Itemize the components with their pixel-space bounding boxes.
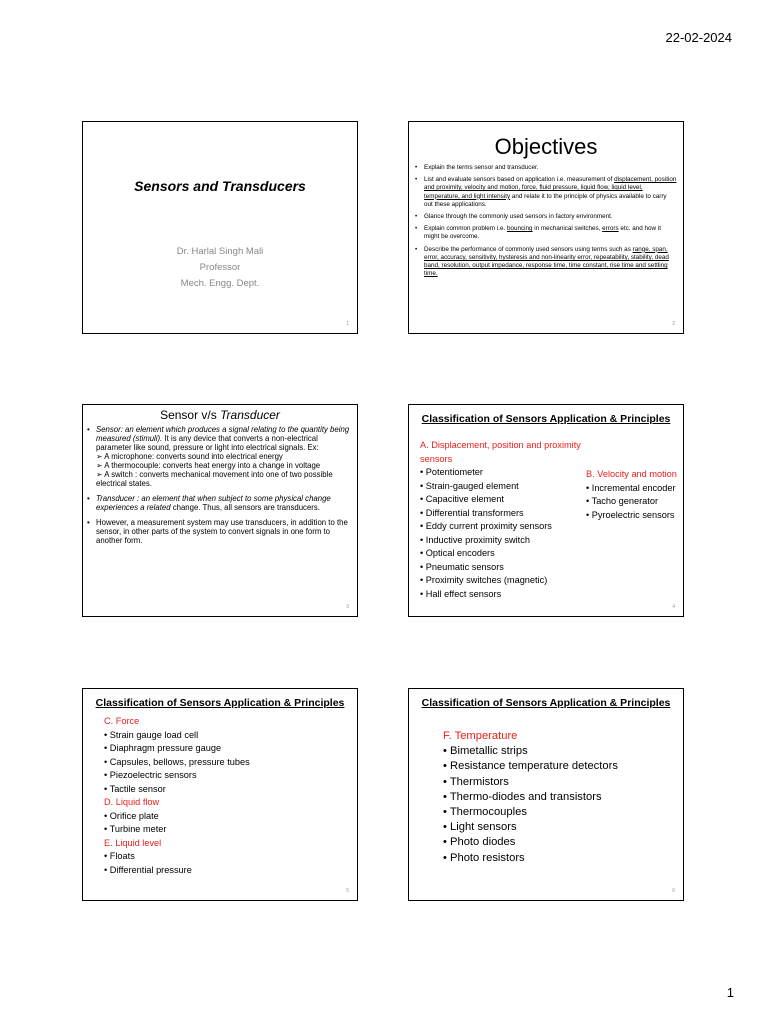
slide-1 (82, 121, 358, 334)
list-item: • Tacho generator (586, 496, 659, 506)
list-item: • Capsules, bellows, pressure tubes (104, 756, 250, 767)
group-e-heading: E. Liquid level (104, 837, 162, 848)
group-f (443, 729, 618, 866)
list-item: • Eddy current proximity sensors (420, 521, 552, 531)
slide-6 (408, 688, 684, 901)
slide-number: 1 (346, 321, 349, 327)
sensor-definition-text: It is any device that converts a non-electrical parameter like sound, pressure or light into electrical signals. Ex: (96, 434, 319, 452)
slide-number: 6 (672, 888, 675, 894)
objective-text: in mechanical switches, (532, 225, 603, 233)
title-plain: Sensor v/s (160, 408, 221, 422)
list-item: • Strain-gauged element (420, 480, 519, 491)
list-item: • Incremental encoder (586, 482, 676, 493)
list-item: • Inductive proximity switch (420, 534, 530, 545)
objective-underlined-text: displacement, position and proximity, velocity and motion, force, fluid pressure, liquid flow, liquid level, temperature, and light intensity (424, 176, 677, 200)
list-item: • Pyroelectric sensors (586, 509, 675, 520)
slide-2-title: Objectives (494, 134, 598, 159)
objective-item (415, 176, 677, 209)
slide-4-title: Classification of Sensors Application & Principles (421, 413, 671, 425)
group-c-heading: C. Force (104, 716, 140, 726)
slide-4 (408, 404, 684, 617)
slide-1-title: Sensors and Transducers (134, 178, 306, 194)
list-item: • Floats (104, 851, 135, 861)
list-item: • Diaphragm pressure gauge (104, 743, 222, 753)
slide-number: 4 (672, 604, 675, 610)
objective-item (415, 225, 677, 241)
objective-text: and relate it to the principle of physics available to carry out these applications. (424, 192, 667, 208)
slide-number: 2 (672, 321, 675, 327)
slide-number: 5 (346, 888, 349, 894)
slide-6-title: Classification of Sensors Application & Principles (421, 697, 671, 709)
list-item: • Resistance temperature detectors (443, 760, 618, 773)
objective-text: Explain common problem i.e. (424, 225, 507, 233)
list-item: • Pneumatic sensors (420, 561, 504, 572)
sensor-definition (87, 425, 351, 452)
list-item: • Photo diodes (443, 836, 516, 849)
objective-item (415, 246, 677, 279)
list-item: • Proximity switches (magnetic) (420, 575, 548, 585)
list-item: • Light sensors (443, 821, 517, 834)
slide-3-title (83, 408, 357, 422)
group-f-heading: F. Temperature (443, 730, 518, 742)
objective-underlined-text: errors (602, 225, 619, 233)
group-b (586, 468, 684, 522)
slide-5-title: Classification of Sensors Application & Principles (95, 697, 345, 709)
list-item: • Turbine meter (104, 824, 167, 834)
example-item: ➢ A microphone: converts sound into electrical energy (96, 452, 283, 461)
list-item: • Bimetallic strips (443, 745, 528, 758)
list-item: • Hall effect sensors (420, 588, 502, 599)
list-item: • Optical encoders (420, 548, 495, 558)
objective-item: • Explain the terms sensor and transducer. (415, 164, 677, 172)
list-item: • Capacitive element (420, 494, 504, 504)
example-item: ➢ A thermocouple: converts heat energy into a change in voltage (96, 461, 321, 470)
list-item: • Differential transformers (420, 507, 524, 518)
list-item: • Piezoelectric sensors (104, 770, 197, 780)
list-item: • Thermistors (443, 775, 509, 788)
objective-item: • Glance through the commonly used sensors in factory environment. (415, 213, 677, 221)
slide-5 (82, 688, 358, 901)
objective-text: Describe the performance of commonly used sensors using terms such as (424, 245, 633, 253)
slide-2 (408, 121, 684, 334)
objective-underlined-text: range, span, error, accuracy, sensitivity, hysteresis and non-linearity error, repeatability, stability, dead band, resolution, output impedance, response time, time constant, rise time and settling time. (424, 245, 669, 278)
objectives-list (415, 164, 677, 282)
list-item: • Tactile sensor (104, 783, 166, 794)
author-name: Dr. Harlal Singh Mali (176, 246, 264, 257)
example-item: ➢ A switch : converts mechanical movement into one of two possible electrical states. (96, 470, 333, 488)
author-position: Professor (199, 262, 241, 273)
group-b-heading: B. Velocity and motion (586, 469, 677, 479)
group-d-heading: D. Liquid flow (104, 797, 160, 807)
slide-3 (82, 404, 358, 617)
transducer-definition-italic: Transducer : an element that when subject to some physical change experiences a related (96, 494, 331, 512)
slide-1-byline (83, 244, 357, 292)
slide-3-body (87, 425, 351, 545)
objective-underlined-text: bouncing (506, 225, 533, 233)
transducer-definition (87, 494, 351, 512)
list-item: • Photo resistors (443, 851, 525, 864)
transducer-definition-text: change. Thus, all sensors are transducers. (170, 503, 320, 512)
title-italic: Transducer (220, 408, 280, 422)
objective-text: List and evaluate sensors based on application i.e. measurement of (424, 176, 615, 184)
print-date: 22-02-2024 (665, 30, 732, 45)
list-item: • Potentiometer (420, 467, 483, 477)
measurement-note: • However, a measurement system may use transducers, in addition to the sensor, in other parts of the system to convert signals in one form to another form. (87, 518, 351, 545)
list-item: • Orifice plate (104, 810, 159, 821)
list-item: • Differential pressure (104, 864, 192, 875)
objective-text: etc. and how it might be overcome. (424, 225, 661, 241)
list-item: • Thermo-diodes and transistors (443, 790, 602, 803)
list-item: • Thermocouples (443, 806, 527, 819)
list-item: • Strain gauge load cell (104, 729, 199, 740)
page-number: 1 (726, 985, 734, 1000)
groups-c-d-e (104, 715, 250, 877)
author-department: Mech. Engg. Dept. (180, 278, 260, 289)
sensor-definition-italic: Sensor: an element which produces a signal relating to the quantity being measured (stimuli). (96, 425, 350, 443)
group-a (420, 439, 590, 601)
slide-number: 3 (346, 604, 349, 610)
group-a-heading: A. Displacement, position and proximity sensors (420, 440, 581, 464)
